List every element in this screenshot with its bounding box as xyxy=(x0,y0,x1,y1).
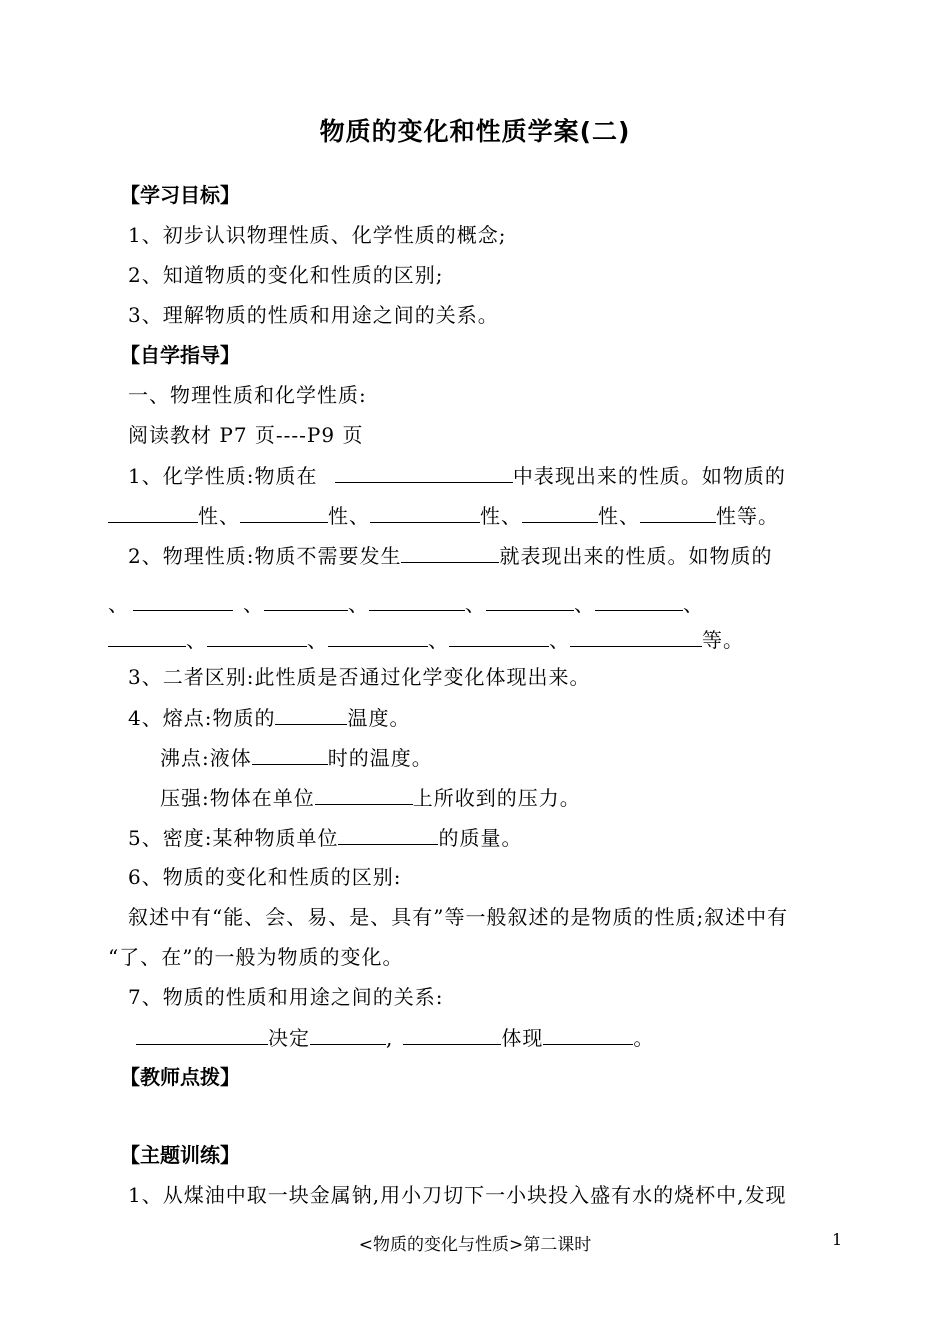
goal-3: 3、理解物质的性质和用途之间的关系。 xyxy=(128,303,499,327)
blank[interactable] xyxy=(207,626,307,647)
text-xing: 性 xyxy=(480,504,501,528)
density-text-b: 的质量。 xyxy=(438,826,523,850)
distinction-heading: 6、物质的变化和性质的区别: xyxy=(128,865,402,889)
blank[interactable] xyxy=(335,462,513,483)
blank[interactable] xyxy=(252,744,328,765)
chem-prop-text-a: 1、化学性质:物质在 xyxy=(128,464,318,488)
text-dun: 、 xyxy=(501,504,522,528)
page-number: 1 xyxy=(832,1230,843,1249)
text-dun: 、 xyxy=(186,628,207,652)
text-dun: 、 xyxy=(619,504,640,528)
phys-prop-text-b: 就表现出来的性质。如物质的 xyxy=(499,544,773,568)
blank[interactable] xyxy=(449,626,549,647)
blank[interactable] xyxy=(240,502,328,523)
difference-line: 3、二者区别:此性质是否通过化学变化体现出来。 xyxy=(128,665,591,689)
blank[interactable] xyxy=(136,1024,268,1045)
text-xing: 性 xyxy=(328,504,349,528)
relation-heading: 7、物质的性质和用途之间的关系: xyxy=(128,985,444,1009)
page-footer: <物质的变化与性质>第二课时 xyxy=(358,1235,592,1255)
distinction-text-1: 叙述中有“能、会、易、是、具有”等一般叙述的是物质的性质;叙述中有 xyxy=(128,905,789,929)
distinction-text-2: “了、在”的一般为物质的变化。 xyxy=(108,945,404,969)
phys-prop-line xyxy=(128,542,772,569)
text-xing: 性 xyxy=(598,504,619,528)
text-dun: 、 xyxy=(108,592,129,616)
phys-prop-examples-1 xyxy=(108,590,704,617)
boil-text-b: 时的温度。 xyxy=(327,746,433,770)
blank[interactable] xyxy=(310,1024,386,1045)
goal-1: 1、初步认识物理性质、化学性质的概念; xyxy=(128,223,507,247)
blank[interactable] xyxy=(108,502,198,523)
boiling-point-line xyxy=(160,744,433,771)
text-dun: 、 xyxy=(348,592,369,616)
chem-prop-examples xyxy=(108,502,779,529)
pressure-line xyxy=(160,784,581,811)
phys-prop-text-a: 2、物理性质:物质不需要发生 xyxy=(128,544,402,568)
section-heading-teacher: 【教师点拨】 xyxy=(120,1065,240,1089)
blank[interactable] xyxy=(543,1024,633,1045)
training-question-1: 1、从煤油中取一块金属钠,用小刀切下一小块投入盛有水的烧杯中,发现 xyxy=(128,1183,787,1207)
reading-instruction: 阅读教材 P7 页----P9 页 xyxy=(128,423,364,447)
text-reflect: 体现 xyxy=(501,1026,544,1050)
page-title: 物质的变化和性质学案(二) xyxy=(319,117,631,146)
blank[interactable] xyxy=(328,626,428,647)
blank[interactable] xyxy=(640,502,716,523)
goal-2: 2、知道物质的变化和性质的区别; xyxy=(128,263,444,287)
chem-prop-line xyxy=(128,462,786,489)
blank[interactable] xyxy=(401,542,499,563)
text-xing-deng: 性等。 xyxy=(716,504,779,528)
blank[interactable] xyxy=(522,502,598,523)
blank[interactable] xyxy=(108,626,186,647)
press-text-b: 上所收到的压力。 xyxy=(412,786,581,810)
blank[interactable] xyxy=(264,590,348,611)
text-dun: 、 xyxy=(428,628,449,652)
section-heading-training: 【主题训练】 xyxy=(120,1143,240,1167)
phys-prop-examples-2 xyxy=(108,626,744,653)
melting-point-line xyxy=(128,704,410,731)
part-1-heading: 一、物理性质和化学性质: xyxy=(128,383,367,407)
melt-text-b: 温度。 xyxy=(347,706,411,730)
section-heading-self-study: 【自学指导】 xyxy=(120,343,240,367)
melt-text-a: 4、熔点:物质的 xyxy=(128,706,276,730)
press-text-a: 压强:物体在单位 xyxy=(160,786,315,810)
chem-prop-text-b: 中表现出来的性质。如物质的 xyxy=(512,464,786,488)
blank[interactable] xyxy=(570,626,702,647)
text-xing: 性 xyxy=(198,504,219,528)
text-dun: 、 xyxy=(307,628,328,652)
density-line xyxy=(128,824,522,851)
boil-text-a: 沸点:液体 xyxy=(160,746,252,770)
blank[interactable] xyxy=(133,590,233,611)
blank[interactable] xyxy=(338,824,438,845)
text-dun: 、 xyxy=(349,504,370,528)
text-deng: 等。 xyxy=(702,628,744,652)
density-text-a: 5、密度:某种物质单位 xyxy=(128,826,339,850)
blank[interactable] xyxy=(275,704,347,725)
text-period: 。 xyxy=(633,1026,655,1050)
text-dun: 、 xyxy=(574,592,595,616)
blank[interactable] xyxy=(369,590,465,611)
text-comma: , xyxy=(386,1026,394,1050)
blank[interactable] xyxy=(370,502,480,523)
text-dun: 、 xyxy=(549,628,570,652)
blank[interactable] xyxy=(595,590,683,611)
section-heading-goals: 【学习目标】 xyxy=(120,183,240,207)
text-dun: 、 xyxy=(243,592,264,616)
blank[interactable] xyxy=(403,1024,501,1045)
blank[interactable] xyxy=(315,784,413,805)
text-dun: 、 xyxy=(219,504,240,528)
text-decide: 决定 xyxy=(268,1026,310,1050)
relation-line xyxy=(136,1024,654,1051)
text-dun: 、 xyxy=(465,592,486,616)
blank[interactable] xyxy=(486,590,574,611)
text-dun: 、 xyxy=(683,592,704,616)
